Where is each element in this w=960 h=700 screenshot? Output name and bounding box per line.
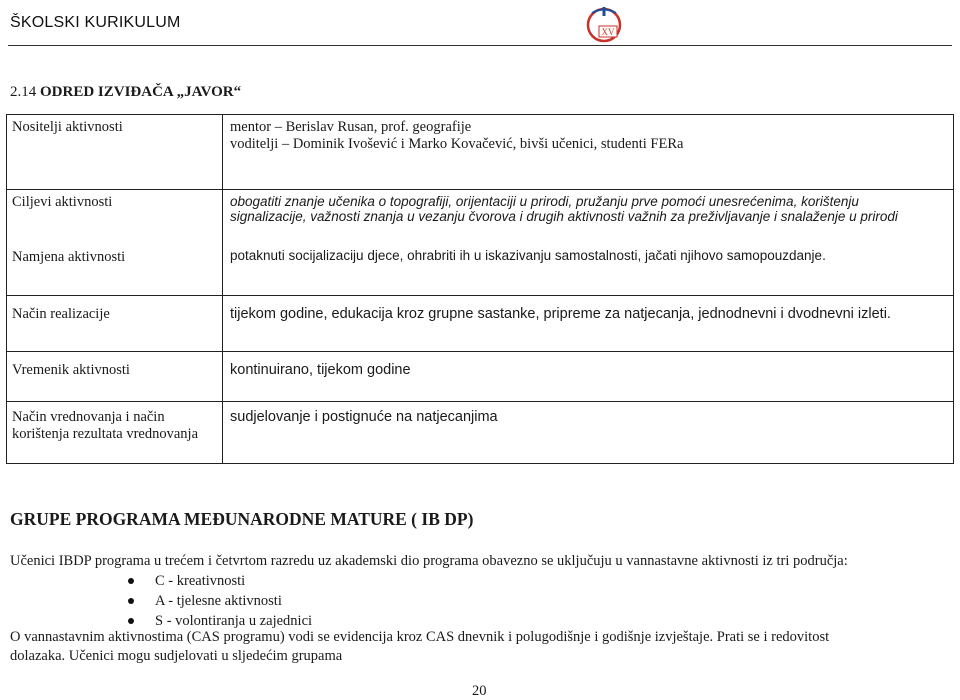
logo-text: XV	[601, 27, 615, 37]
row-label-goals	[7, 190, 223, 296]
ib-outro-line-2: dolazaka. Učenici mogu sudjelovati u sljedećim grupama	[10, 648, 343, 664]
ib-area-list	[128, 571, 312, 631]
row-value-goals	[223, 190, 954, 296]
row-value-schedule: kontinuirano, tijekom godine	[223, 352, 954, 402]
holders-leaders: voditelji – Dominik Ivošević i Marko Kovačević, bivši učenici, studenti FERa	[230, 136, 684, 152]
row-value-realization: tijekom godine, edukacija kroz grupne sastanke, pripreme za natjecanja, jednodnevni i dvodnevni izleti.	[223, 296, 954, 352]
bullet-icon	[128, 578, 134, 584]
table-row	[7, 115, 954, 190]
table-row	[7, 296, 954, 352]
ib-heading: GRUPE PROGRAMA MEĐUNARODNE MATURE ( IB DP)	[10, 509, 474, 529]
activity-info-table	[6, 114, 954, 464]
row-value-holders	[223, 115, 954, 190]
table-row	[7, 402, 954, 464]
bullet-icon	[128, 618, 134, 624]
purpose-label: Namjena aktivnosti	[12, 249, 126, 265]
purpose-text: potaknuti socijalizaciju djece, ohrabriti ih u iskazivanju samostalnosti, jačati njihovo samopouzdanje.	[230, 248, 826, 263]
bullet-icon	[128, 598, 134, 604]
goals-label: Ciljevi aktivnosti	[12, 194, 113, 210]
school-logo-icon	[584, 4, 624, 44]
list-item: A - tjelesne aktivnosti	[128, 591, 312, 611]
section-title	[10, 84, 241, 101]
section-name: ODRED IZVIĐAČA „JAVOR“	[40, 84, 242, 100]
row-label-realization: Način realizacije	[7, 296, 223, 352]
goals-line-1: obogatiti znanje učenika o topografiji, orijentaciji u prirodi, pružanju prve pomoći unesrećenima, korištenju	[230, 194, 859, 209]
row-label-schedule: Vremenik aktivnosti	[7, 352, 223, 402]
header-divider	[8, 45, 952, 46]
list-item: C - kreativnosti	[128, 571, 312, 591]
table-row	[7, 352, 954, 402]
row-label-holders: Nositelji aktivnosti	[7, 115, 223, 190]
page-number: 20	[472, 683, 487, 699]
ib-intro: Učenici IBDP programa u trećem i četvrtom razredu uz akademski dio programa obavezno se uključuju u vannastavne aktivnosti iz tri područja:	[10, 553, 848, 569]
document-header-title: ŠKOLSKI KURIKULUM	[10, 14, 181, 31]
list-item: S - volontiranja u zajednici	[128, 611, 312, 631]
holders-mentor: mentor – Berislav Rusan, prof. geografije	[230, 119, 472, 135]
row-label-evaluation: Način vrednovanja i način korištenja rezultata vrednovanja	[7, 402, 223, 464]
section-number: 2.14	[10, 84, 37, 100]
table-row	[7, 190, 954, 296]
ib-outro-line-1: O vannastavnim aktivnostima (CAS programu) vodi se evidencija kroz CAS dnevnik i polugodišnje i godišnje izvještaje. Prati se i redovitost	[10, 629, 830, 645]
goals-line-2: signalizacije, važnosti znanja u vezanju čvorova i drugih aktivnosti važnih za preživljavanje i snalaženje u prirodi	[230, 209, 898, 224]
row-value-evaluation: sudjelovanje i postignuće na natjecanjima	[223, 402, 954, 464]
